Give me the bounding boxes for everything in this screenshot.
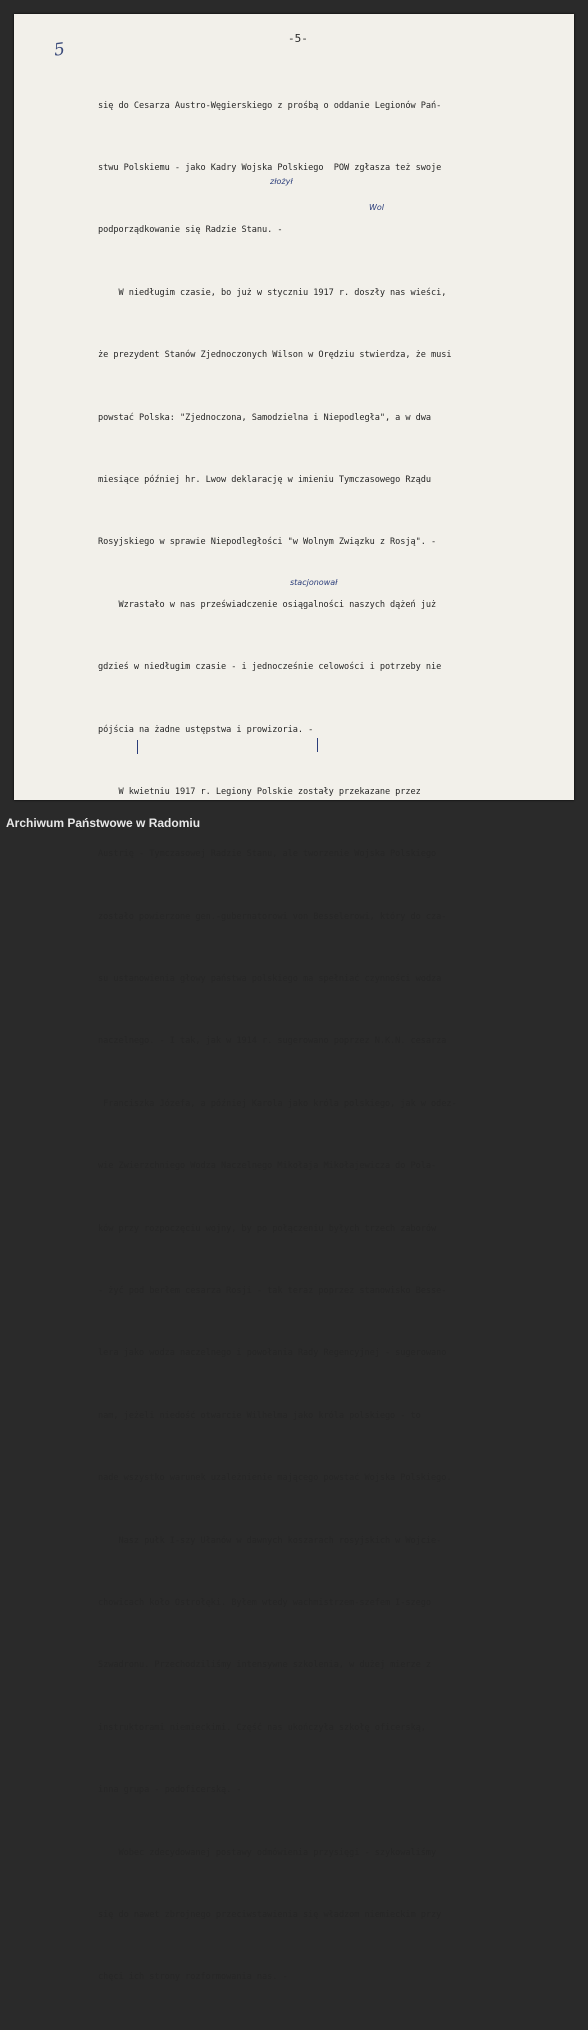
handwritten-correction: stacjonował <box>290 578 338 587</box>
text-line: nam, jeżeli niedość otwarcie Wilhelma jako króla polskiego - to <box>98 1410 421 1421</box>
text-line: Franciszka Józefa, a później Karola jako króla polskiego, jak w odez- <box>98 1098 457 1109</box>
text-line: - żyć pod berłem cesarza Rosji - tak teraz poprzez stanowisko Besse- <box>98 1286 447 1297</box>
text-line: nade wszystko warunek uzależnienie mającego powstać Wojska Polskiego. <box>98 1473 452 1484</box>
handwritten-tick-mark <box>137 740 138 754</box>
text-line: się do nawet zbrojnego przeciwstawienia się władzom niemieckim przy <box>98 1909 442 1920</box>
text-line: naczelnego. - I tak, jak w 1914 r. sugerowano poprzez N.K.N. cesarza <box>98 1036 447 1047</box>
page-number: -5- <box>288 32 308 45</box>
text-line: Rosyjskiego w sprawie Niepodległości "w Wolnym Związku z Rosją". - <box>98 537 437 548</box>
text-line: że prezydent Stanów Zjednoczonych Wilson w Orędziu stwierdza, że musi <box>98 350 452 361</box>
text-line: pójścia na żadne ustępstwa i prowizoria. - <box>98 724 314 735</box>
text-line: chęci ich strony rozformowania nas. - <box>98 1972 288 1983</box>
text-line: instruktorami niemieckimi. Część nas ukończyła szkołę oficerską, <box>98 1722 426 1733</box>
text-line: chowicach koło Ostrołęki. Byłem wtedy wachmistrzem-szefem I-szego <box>98 1597 432 1608</box>
text-line: gdzieś w niedługim czasie - i jednocześnie celowości i potrzeby nie <box>98 662 442 673</box>
text-line: wie Zwierzchniego Wodza Naczelnego Mikołaja Mikołajewicza do Pola- <box>98 1161 437 1172</box>
text-line: ków przy rozpoczęciu wojny, by po połączeniu byłych trzech zaborów <box>98 1223 437 1234</box>
text-line: W niedługim czasie, bo już w styczniu 1917 r. doszły nas wieści, <box>98 287 447 298</box>
text-line: su ustanowienia głowy państwa polskiego ma spełniać czynności wodza <box>98 974 442 985</box>
text-line: powstać Polska: "Zjednoczona, Samodzielna i Niepodległa", a w dwa <box>98 412 432 423</box>
text-line: miesiące później hr. Lwow deklarację w imieniu Tymczasowego Rządu <box>98 474 432 485</box>
handwritten-correction: Wol <box>369 203 385 212</box>
text-line: zostało powierzone gen.-gubernatorowi von Besselerowi, który do cza- <box>98 911 447 922</box>
text-line: Nasz pułk I-szy Ułanów w dawnych koszarach rosyjskich w Wojcie- <box>98 1535 442 1546</box>
handwritten-tick-mark <box>317 738 318 752</box>
text-line: stwu Polskiemu - jako Kadry Wojska Polskiego POW zgłasza też swoje <box>98 162 442 173</box>
text-line: Wobec zdecydowanej postawy odmówienia przysięgi - szykowaliśmy <box>98 1847 437 1858</box>
text-line: Szwadronu. Przechodziliśmy intensywne szkolenia, w dużej mierze z <box>98 1660 432 1671</box>
text-line: inna grupa - podoficerską. - <box>98 1785 242 1796</box>
typed-text-body <box>98 54 576 2030</box>
text-line: Wzrastało w nas przeświadczenie osiągalności naszych dążeń już <box>98 599 437 610</box>
text-line: się do Cesarza Austro-Węgierskiego z prośbą o oddanie Legionów Pań- <box>98 100 442 111</box>
archive-name: Archiwum Państwowe w Radomiu <box>6 816 201 830</box>
text-line: lera jako wodza naczelnego i powołania Rady Regencyjnej - sugerowano <box>98 1348 447 1359</box>
archive-footer <box>0 806 588 840</box>
text-line: W kwietniu 1917 r. Legiony Polskie zostały przekazane przez <box>98 786 421 797</box>
text-line: podporządkowanie się Radzie Stanu. - <box>98 225 283 236</box>
text-line: Austrię - Tymczasowej Radzie Stanu, ale tworzenie Wojska Polskiego <box>98 849 437 860</box>
handwritten-correction: złożył <box>270 177 293 186</box>
corner-page-mark: 5 <box>52 39 67 61</box>
